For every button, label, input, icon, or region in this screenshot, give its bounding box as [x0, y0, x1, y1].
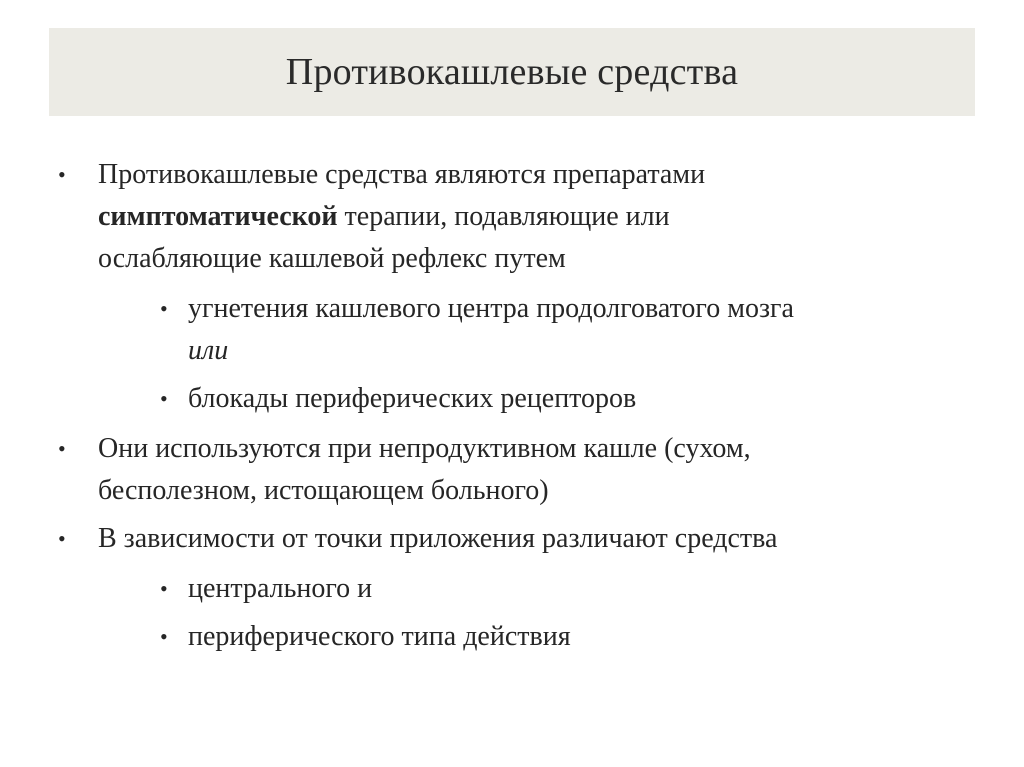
sub-bullet-marker: •	[160, 624, 168, 649]
sub-item-3-line-1: центрального и	[188, 573, 373, 604]
sub-item-1-line-2: или	[188, 335, 229, 366]
list-item-1-line-1: Противокашлевые средства являются препаратами	[98, 159, 706, 190]
bullet-marker: •	[58, 436, 66, 461]
slide-title: Противокашлевые средства	[285, 51, 739, 93]
list-item-2-line-2: бесполезном, истощающем больного)	[98, 475, 549, 506]
sub-item-4-line-1: периферического типа действия	[188, 621, 571, 652]
sub-bullet-marker: •	[160, 296, 168, 321]
line-text: терапии, подавляющие или	[337, 201, 670, 232]
list-item-1-line-3: ослабляющие кашлевой рефлекс путем	[98, 243, 566, 274]
list-item-2-line-1: Они используются при непродуктивном кашле (сухом,	[98, 433, 751, 464]
title-bar	[49, 28, 975, 116]
list-item-3-line-1: В зависимости от точки приложения различают средства	[98, 523, 778, 554]
bullet-marker: •	[58, 162, 66, 187]
bullet-marker: •	[58, 526, 66, 551]
sub-bullet-marker: •	[160, 576, 168, 601]
sub-bullet-marker: •	[160, 386, 168, 411]
bold-term: симптоматической	[98, 201, 338, 232]
sub-item-1-line-1: угнетения кашлевого центра продолговатого мозга	[188, 293, 794, 324]
sub-item-2-line-1: блокады периферических рецепторов	[188, 383, 637, 414]
list-item-1-line-2	[98, 196, 670, 238]
